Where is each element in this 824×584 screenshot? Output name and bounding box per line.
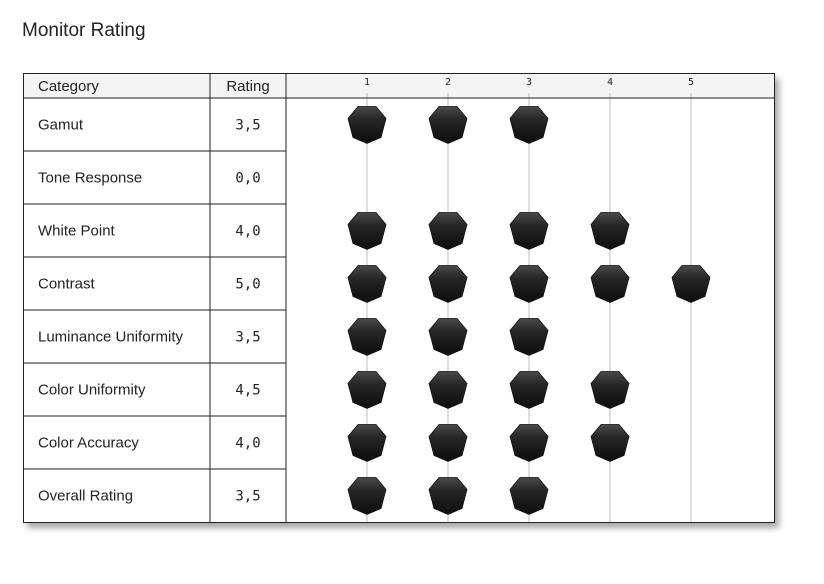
row-rating-value: 3,5 bbox=[235, 117, 261, 134]
page-title: Monitor Rating bbox=[22, 20, 146, 41]
row-rating-value: 0,0 bbox=[235, 170, 261, 187]
header-row bbox=[24, 74, 774, 98]
rating-hexagon-icon bbox=[591, 213, 629, 250]
tick-label-3: 3 bbox=[525, 77, 533, 88]
column-header-category: Category bbox=[38, 78, 99, 95]
tick-label-4: 4 bbox=[606, 77, 614, 88]
table-row bbox=[38, 372, 710, 409]
row-category-label: Overall Rating bbox=[38, 487, 134, 505]
row-rating-value: 4,0 bbox=[235, 435, 261, 452]
table-row bbox=[38, 478, 629, 515]
rating-hexagon-icon bbox=[429, 478, 467, 515]
rating-hexagon-icon bbox=[591, 425, 629, 462]
rating-hexagon-icon bbox=[348, 266, 386, 303]
table-row bbox=[38, 319, 629, 356]
tick-label-5: 5 bbox=[687, 77, 695, 88]
rating-hexagon-icon bbox=[348, 107, 386, 144]
rating-hexagon-icon bbox=[591, 372, 629, 409]
table-row bbox=[38, 266, 710, 303]
rating-hexagon-icon bbox=[510, 319, 548, 356]
rating-hexagon-icon bbox=[510, 213, 548, 250]
row-category-label: Gamut bbox=[38, 116, 84, 134]
row-rating-value: 4,0 bbox=[235, 223, 261, 240]
rating-hexagon-icon bbox=[510, 425, 548, 462]
rating-hexagon-icon bbox=[672, 266, 710, 303]
rating-hexagon-icon bbox=[429, 425, 467, 462]
column-header-rating: Rating bbox=[226, 78, 270, 95]
row-rating-value: 4,5 bbox=[235, 382, 261, 399]
rating-hexagon-icon bbox=[510, 107, 548, 144]
rating-hexagon-icon bbox=[348, 372, 386, 409]
rating-table bbox=[23, 73, 775, 523]
row-rating-value: 3,5 bbox=[235, 329, 261, 346]
row-category-label: White Point bbox=[38, 222, 115, 240]
tick-label-1: 1 bbox=[363, 77, 371, 88]
rating-hexagon-icon bbox=[429, 213, 467, 250]
rating-hexagon-icon bbox=[591, 266, 629, 303]
rating-chart bbox=[24, 74, 774, 522]
rating-hexagon-icon bbox=[348, 425, 386, 462]
row-category-label: Contrast bbox=[38, 275, 95, 293]
rating-hexagon-icon bbox=[348, 319, 386, 356]
rating-hexagon-icon bbox=[348, 213, 386, 250]
rating-hexagon-icon bbox=[429, 266, 467, 303]
row-rating-value: 5,0 bbox=[235, 276, 261, 293]
rating-hexagon-icon bbox=[429, 107, 467, 144]
rating-hexagon-icon bbox=[510, 266, 548, 303]
rating-hexagon-icon bbox=[429, 372, 467, 409]
rating-hexagon-icon bbox=[429, 319, 467, 356]
row-category-label: Color Accuracy bbox=[38, 434, 139, 452]
rating-hexagon-icon bbox=[510, 372, 548, 409]
table-row bbox=[38, 213, 629, 250]
rating-hexagon-icon bbox=[510, 478, 548, 515]
row-rating-value: 3,5 bbox=[235, 488, 261, 505]
row-category-label: Tone Response bbox=[38, 169, 143, 187]
row-category-label: Luminance Uniformity bbox=[38, 328, 184, 346]
table-row bbox=[38, 170, 261, 187]
table-row bbox=[38, 425, 629, 462]
rating-hexagon-icon bbox=[348, 478, 386, 515]
row-category-label: Color Uniformity bbox=[38, 381, 146, 399]
tick-label-2: 2 bbox=[444, 77, 452, 88]
table-row bbox=[38, 107, 629, 144]
